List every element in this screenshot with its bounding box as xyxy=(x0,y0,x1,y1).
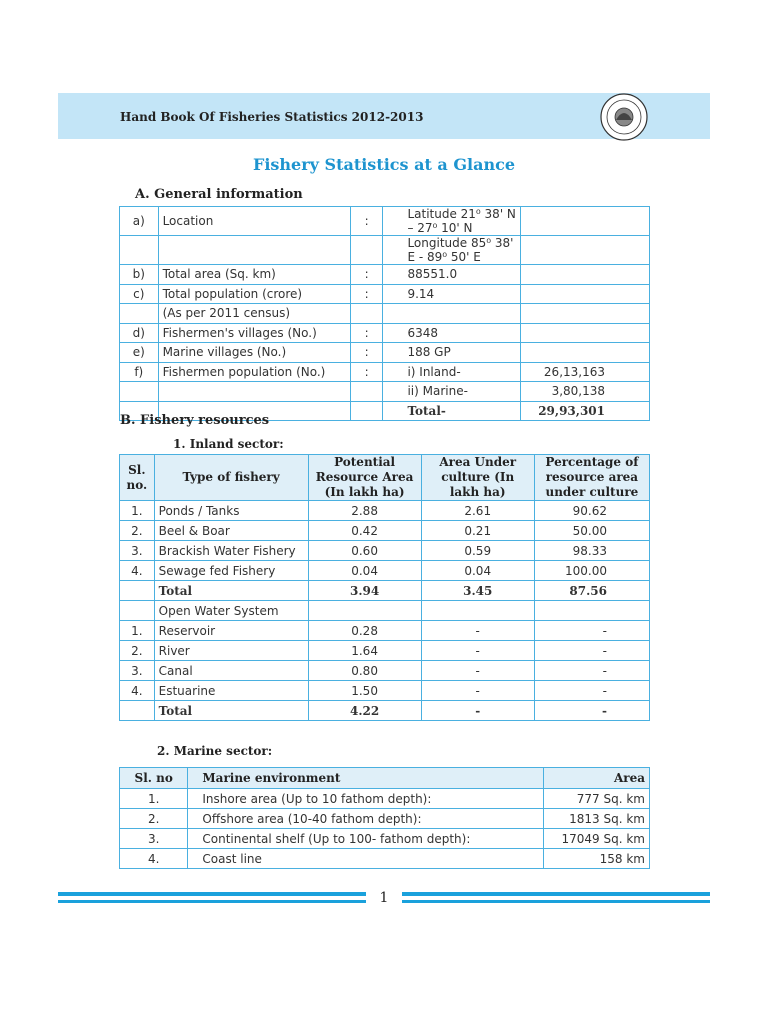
table-cell: : xyxy=(350,323,383,343)
table-cell xyxy=(350,382,383,402)
table-row xyxy=(120,621,650,641)
table-row xyxy=(120,661,650,681)
table-row xyxy=(120,849,650,869)
table-cell: 90.62 xyxy=(534,501,649,521)
table-row xyxy=(120,789,650,809)
table-row xyxy=(120,561,650,581)
table-cell: Total xyxy=(154,581,308,601)
table-cell: 3. xyxy=(120,829,188,849)
table-row xyxy=(120,601,650,621)
header-title: Hand Book Of Fisheries Statistics 2012-2013 xyxy=(120,110,424,124)
table-cell: i) Inland- xyxy=(383,362,521,382)
table-cell: 0.04 xyxy=(308,561,421,581)
table-cell: (As per 2011 census) xyxy=(158,304,350,324)
table-cell: Canal xyxy=(154,661,308,681)
table-cell: 188 GP xyxy=(383,343,521,363)
table-cell: 6348 xyxy=(383,323,521,343)
table-cell xyxy=(120,601,155,621)
table-row xyxy=(120,304,650,324)
table-cell xyxy=(534,601,649,621)
table-cell: f) xyxy=(120,362,159,382)
table-row xyxy=(120,236,650,265)
table-cell: 4. xyxy=(120,681,155,701)
table-cell xyxy=(158,236,350,265)
table-cell: 1.50 xyxy=(308,681,421,701)
table-cell: 87.56 xyxy=(534,581,649,601)
table-cell: 1. xyxy=(120,621,155,641)
table-cell: 158 km xyxy=(543,849,649,869)
table-cell: Beel & Boar xyxy=(154,521,308,541)
table-cell: 3. xyxy=(120,541,155,561)
table-cell xyxy=(120,382,159,402)
table-cell: Latitude 21⁰ 38' N – 27⁰ 10' N xyxy=(383,207,521,236)
table-row xyxy=(120,809,650,829)
table-cell: Estuarine xyxy=(154,681,308,701)
table-cell xyxy=(158,382,350,402)
table-cell: c) xyxy=(120,284,159,304)
table-cell xyxy=(521,207,650,236)
table-cell xyxy=(350,236,383,265)
table-cell: 0.80 xyxy=(308,661,421,681)
table-cell: d) xyxy=(120,323,159,343)
table-cell: 0.04 xyxy=(421,561,534,581)
table-cell: Fishermen population (No.) xyxy=(158,362,350,382)
table-cell: - xyxy=(534,661,649,681)
table-cell xyxy=(383,304,521,324)
table-cell xyxy=(120,701,155,721)
table-cell: - xyxy=(421,701,534,721)
table-cell: 26,13,163 xyxy=(521,362,650,382)
table-cell: - xyxy=(534,621,649,641)
table-cell: : xyxy=(350,362,383,382)
page-number: 1 xyxy=(366,888,402,908)
table-cell: 1. xyxy=(120,789,188,809)
table-cell: - xyxy=(421,641,534,661)
table-header: Area xyxy=(543,768,649,789)
table-cell: 0.60 xyxy=(308,541,421,561)
table-cell: 3.94 xyxy=(308,581,421,601)
general-info-table xyxy=(119,206,650,421)
table-cell: Reservoir xyxy=(154,621,308,641)
table-header: Potential Resource Area (In lakh ha) xyxy=(308,455,421,501)
table-cell: Open Water System xyxy=(154,601,308,621)
table-cell: b) xyxy=(120,265,159,285)
table-cell: - xyxy=(421,621,534,641)
government-seal-icon xyxy=(596,92,652,142)
page-title: Fishery Statistics at a Glance xyxy=(252,155,516,174)
table-cell: Inshore area (Up to 10 fathom depth): xyxy=(188,789,543,809)
table-cell: 17049 Sq. km xyxy=(543,829,649,849)
table-row xyxy=(120,323,650,343)
table-cell: - xyxy=(421,661,534,681)
table-cell: : xyxy=(350,207,383,236)
table-cell: : xyxy=(350,343,383,363)
table-cell: Fishermen's villages (No.) xyxy=(158,323,350,343)
table-row xyxy=(120,581,650,601)
table-cell: 2. xyxy=(120,809,188,829)
table-cell: 50.00 xyxy=(534,521,649,541)
table-cell: 3.45 xyxy=(421,581,534,601)
table-cell: Brackish Water Fishery xyxy=(154,541,308,561)
table-cell xyxy=(120,304,159,324)
table-cell: 100.00 xyxy=(534,561,649,581)
table-cell: 2. xyxy=(120,641,155,661)
table-cell: Total population (crore) xyxy=(158,284,350,304)
table-cell: Coast line xyxy=(188,849,543,869)
table-cell: Offshore area (10-40 fathom depth): xyxy=(188,809,543,829)
table-header: Sl. no. xyxy=(120,455,155,501)
table-cell xyxy=(521,323,650,343)
table-cell: 0.21 xyxy=(421,521,534,541)
table-cell: - xyxy=(534,681,649,701)
table-cell: Ponds / Tanks xyxy=(154,501,308,521)
section-heading-general: A. General information xyxy=(135,187,303,202)
table-row xyxy=(120,829,650,849)
table-cell: - xyxy=(421,681,534,701)
table-cell xyxy=(521,284,650,304)
table-cell: Total area (Sq. km) xyxy=(158,265,350,285)
table-cell: 0.28 xyxy=(308,621,421,641)
inland-sector-table xyxy=(119,454,650,721)
table-row xyxy=(120,701,650,721)
table-cell: 2.88 xyxy=(308,501,421,521)
table-cell: Continental shelf (Up to 100- fathom depth): xyxy=(188,829,543,849)
table-cell: 3,80,138 xyxy=(521,382,650,402)
table-cell xyxy=(308,601,421,621)
table-cell: 4.22 xyxy=(308,701,421,721)
table-cell: Location xyxy=(158,207,350,236)
table-header: Sl. no xyxy=(120,768,188,789)
table-cell: : xyxy=(350,284,383,304)
table-cell xyxy=(521,236,650,265)
marine-sector-heading: 2. Marine sector: xyxy=(157,744,273,758)
table-row xyxy=(120,641,650,661)
table-cell: - xyxy=(534,641,649,661)
table-cell: 2.61 xyxy=(421,501,534,521)
table-cell: 1.64 xyxy=(308,641,421,661)
table-cell xyxy=(521,304,650,324)
table-cell: 3. xyxy=(120,661,155,681)
table-cell: 777 Sq. km xyxy=(543,789,649,809)
table-row xyxy=(120,265,650,285)
table-header: Marine environment xyxy=(188,768,543,789)
table-cell: 98.33 xyxy=(534,541,649,561)
table-row xyxy=(120,362,650,382)
table-cell: e) xyxy=(120,343,159,363)
table-cell: 0.42 xyxy=(308,521,421,541)
table-cell: a) xyxy=(120,207,159,236)
table-cell: 29,93,301 xyxy=(521,401,650,421)
table-row xyxy=(120,521,650,541)
inland-sector-heading: 1. Inland sector: xyxy=(173,437,284,451)
table-row xyxy=(120,382,650,402)
table-cell xyxy=(120,581,155,601)
table-cell: 0.59 xyxy=(421,541,534,561)
marine-sector-table xyxy=(119,767,650,869)
table-cell: River xyxy=(154,641,308,661)
table-cell: Longitude 85⁰ 38' E - 89⁰ 50' E xyxy=(383,236,521,265)
table-cell xyxy=(350,401,383,421)
table-cell: 88551.0 xyxy=(383,265,521,285)
table-row xyxy=(120,681,650,701)
table-cell: : xyxy=(350,265,383,285)
table-header: Type of fishery xyxy=(154,455,308,501)
table-row xyxy=(120,284,650,304)
table-cell: ii) Marine- xyxy=(383,382,521,402)
table-cell: Marine villages (No.) xyxy=(158,343,350,363)
table-header: Percentage of resource area under culture xyxy=(534,455,649,501)
section-heading-resources: B. Fishery resources xyxy=(120,413,270,428)
table-cell: 9.14 xyxy=(383,284,521,304)
table-row xyxy=(120,501,650,521)
table-cell xyxy=(120,236,159,265)
table-cell xyxy=(521,343,650,363)
table-cell: 4. xyxy=(120,849,188,869)
table-row xyxy=(120,207,650,236)
table-cell: 4. xyxy=(120,561,155,581)
table-cell xyxy=(421,601,534,621)
table-cell: Sewage fed Fishery xyxy=(154,561,308,581)
table-row xyxy=(120,541,650,561)
table-cell: - xyxy=(534,701,649,721)
table-cell xyxy=(350,304,383,324)
table-cell: 1813 Sq. km xyxy=(543,809,649,829)
table-cell: 2. xyxy=(120,521,155,541)
table-cell: 1. xyxy=(120,501,155,521)
table-header: Area Under culture (In lakh ha) xyxy=(421,455,534,501)
table-cell: Total- xyxy=(383,401,521,421)
table-row xyxy=(120,343,650,363)
table-cell: Total xyxy=(154,701,308,721)
table-cell xyxy=(521,265,650,285)
